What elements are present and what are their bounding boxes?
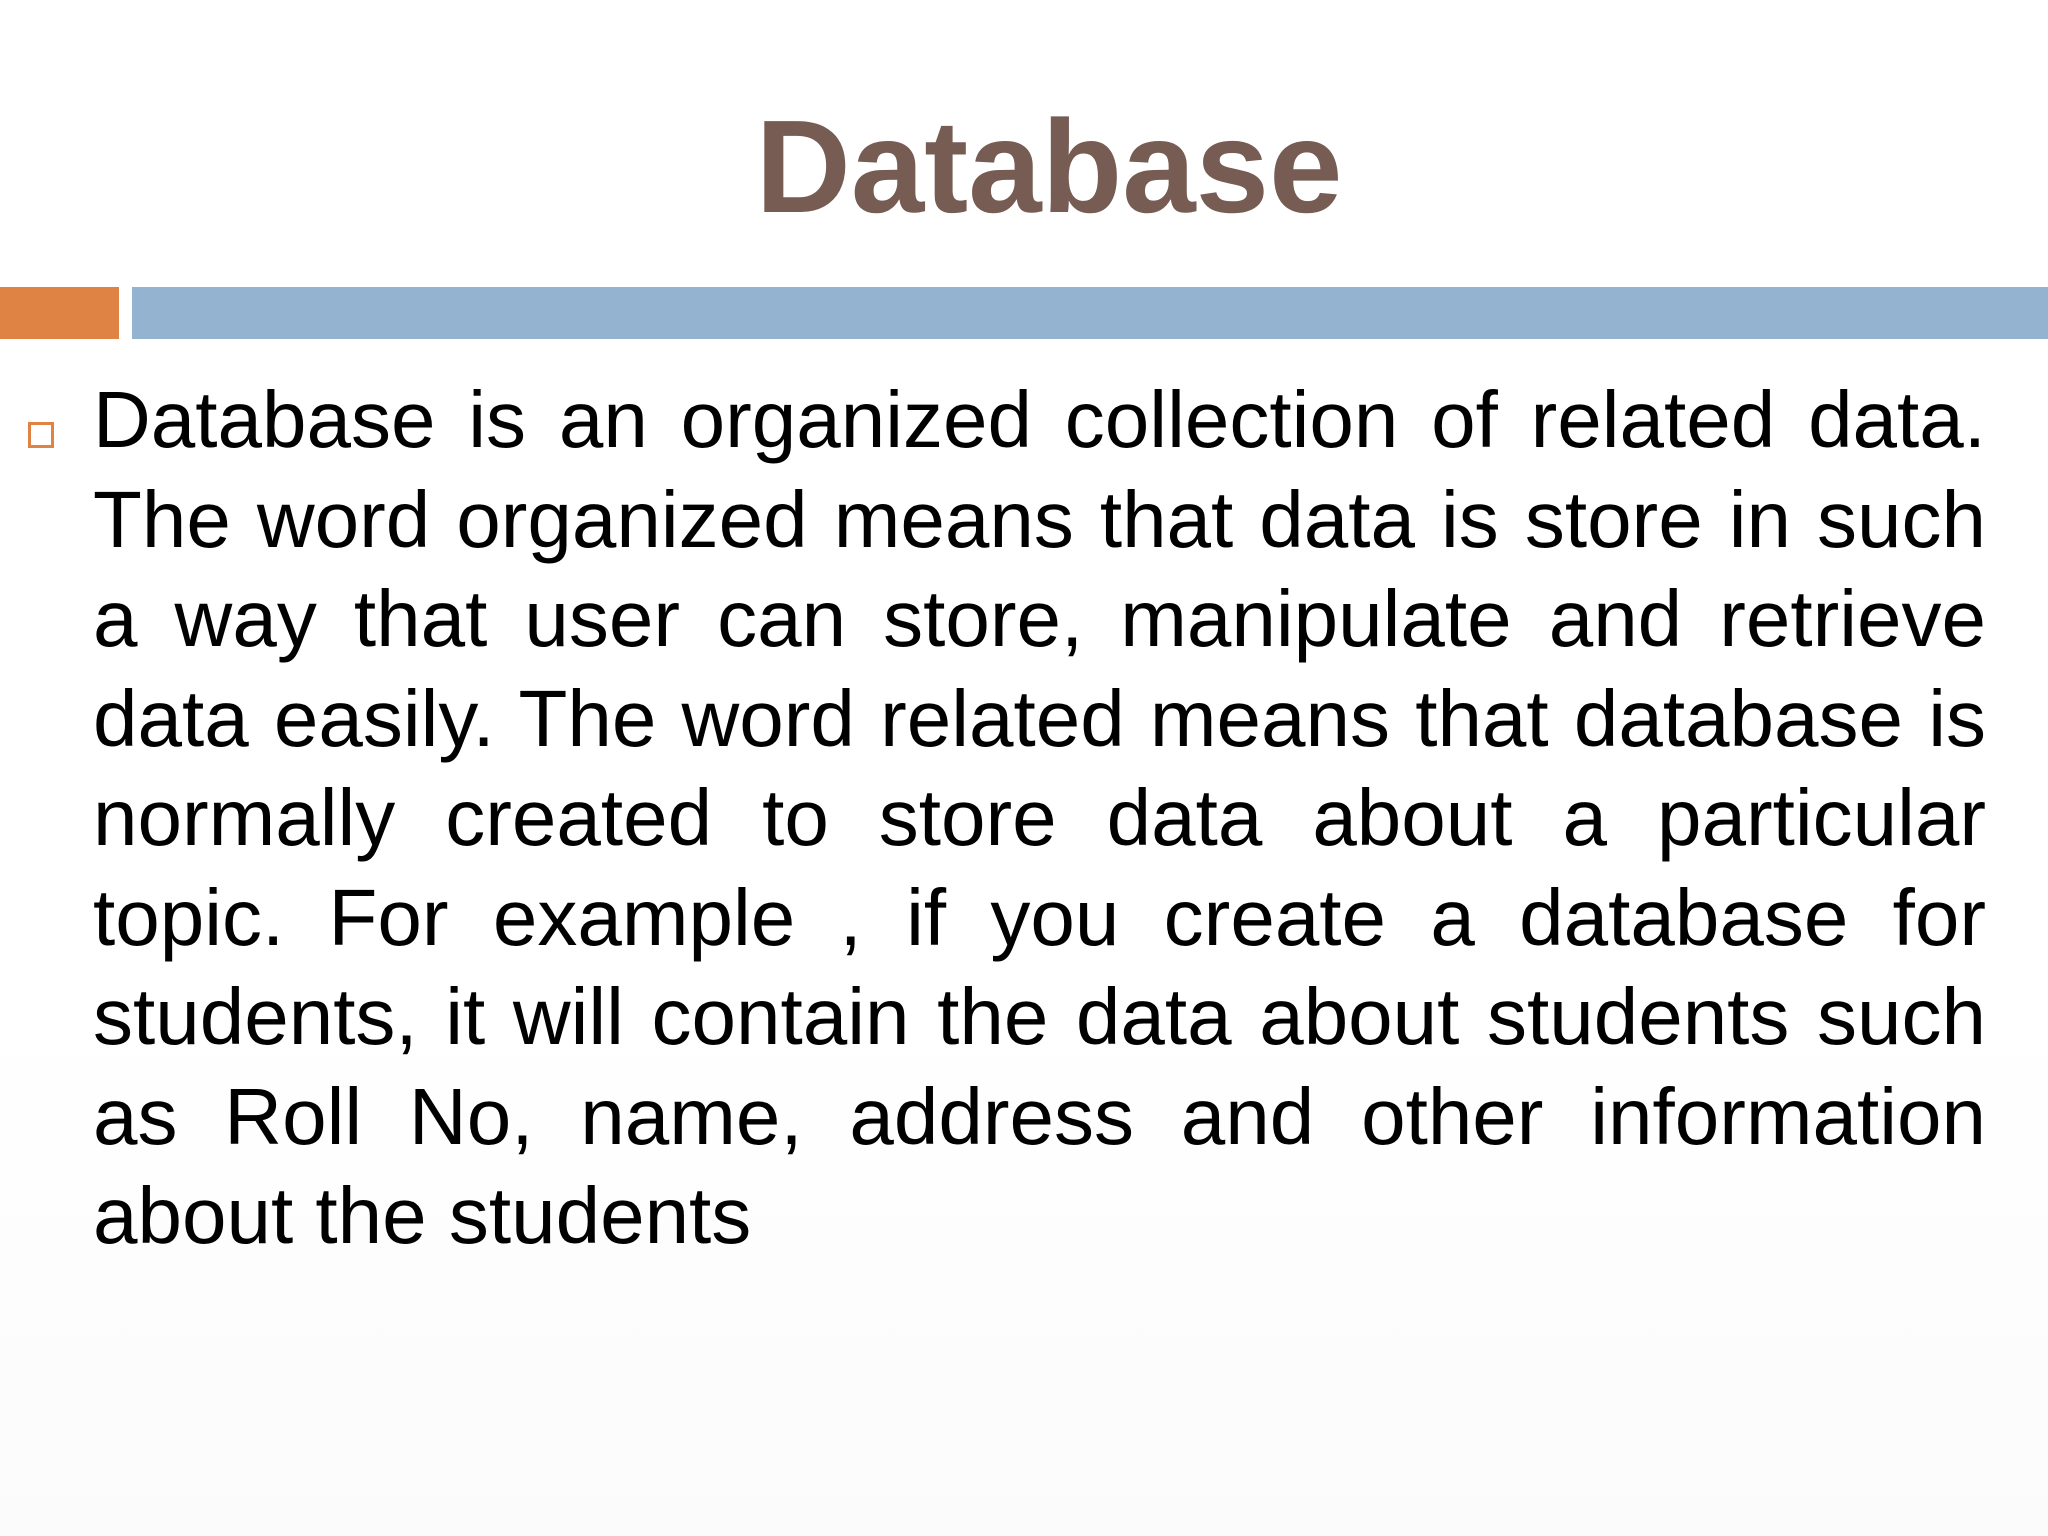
slide-title: Database [755, 93, 1343, 240]
bullet-text: Database is an organized collection of related data. The word organized means that data is store in such a way that user can store, manipulate and retrieve data easily. The word related means that database is normally created to store data about a particular topic. For example , if you create a database for students, it will contain the data about students such as Roll No, name, address and other information about the students [93, 375, 1986, 1260]
accent-bar-orange [0, 287, 119, 339]
square-outline-icon [28, 422, 54, 448]
accent-bar-blue [132, 287, 2048, 339]
